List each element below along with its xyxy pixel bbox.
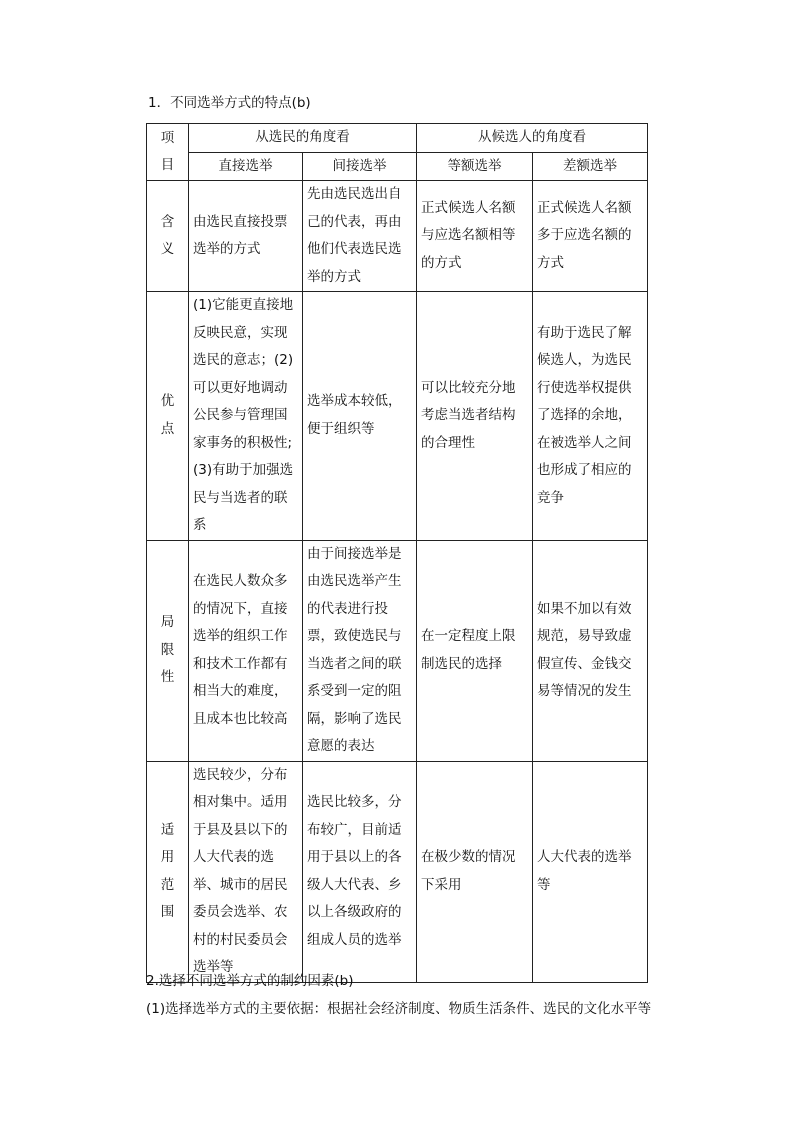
column-header-indirect: 间接选举 [303,152,417,181]
cell-text: 选举成本较低，便于组织等 [307,393,402,437]
candidate-perspective-header: 从候选人的角度看 [417,124,648,153]
cell-text: (1)它能更直接地反映民意，实现选民的意志；(2)可以更好地调动公民参与管理国家事务的积极性;(3)有助于加强选民与当选者的联系 [193,297,294,533]
cell-text: 选民比较多，分布较广，目前适用于县以上的各级人大代表、乡以上各级政府的组成人员的选举 [307,794,402,948]
table-cell [303,540,417,761]
row-label-cell [147,181,189,292]
table-cell [533,761,648,982]
column-header-differential: 差额选举 [533,152,648,181]
row-label: 局限性 [160,614,175,686]
table-row [147,292,648,541]
cell-text: 选民较少，分布相对集中。适用于县及县以下的人大代表的选举、城市的居民委员会选举、农村的村民委员会选举等 [193,766,288,975]
table-row [147,181,648,292]
table-cell [189,292,303,541]
table-row [147,761,648,982]
cell-text: 先由选民选出自己的代表，再由他们代表选民选举的方式 [307,186,402,285]
table-row [147,540,648,761]
table-cell [303,761,417,982]
row-label: 优点 [160,393,175,437]
table-cell [303,181,417,292]
table-cell [533,292,648,541]
cell-text: 由于间接选举是由选民选举产生的代表进行投票，致使选民与当选者之间的联系受到一定的阻隔，影响了选民意愿的表达 [307,545,402,754]
row-label-cell [147,540,189,761]
cell-text: 在极少数的情况下采用 [421,849,516,893]
cell-text: 在一定程度上限制选民的选择 [421,628,516,672]
row-label-cell [147,761,189,982]
table-header-row-2 [147,152,648,181]
cell-text: 由选民直接投票选举的方式 [193,213,288,257]
table-cell [417,761,533,982]
table-cell [417,292,533,541]
cell-text: 正式候选人名额与应选名额相等的方式 [421,199,516,271]
cell-text: 在选民人数众多的情况下，直接选举的组织工作和技术工作都有相当大的难度，且成本也比较高 [193,573,288,727]
voter-perspective-header: 从选民的角度看 [189,124,417,153]
table-cell [533,540,648,761]
table-cell [189,181,303,292]
table-cell [417,181,533,292]
cell-text: 有助于选民了解候选人，为选民行使选举权提供了选择的余地，在被选举人之间也形成了相应的竞争 [537,324,632,506]
table-cell [417,540,533,761]
cell-text: 正式候选人名额多于应选名额的方式 [537,199,632,271]
row-label: 含义 [160,213,175,257]
table-cell [533,181,648,292]
corner-label: 项目 [160,129,175,173]
cell-text: 如果不加以有效规范，易导致虚假宣传、金钱交易等情况的发生 [537,600,632,699]
row-label-cell [147,292,189,541]
table-header-row-1 [147,124,648,153]
section-heading-2: 2.选择不同选举方式的制约因素(b) [146,973,354,989]
column-header-direct: 直接选举 [189,152,303,181]
cell-text: 人大代表的选举等 [537,849,632,893]
corner-header-cell [147,124,189,181]
row-label: 适用范围 [160,821,175,920]
cell-text: 可以比较充分地考虑当选者结构的合理性 [421,379,516,451]
table-cell [303,292,417,541]
table-cell [189,540,303,761]
column-header-equal: 等额选举 [417,152,533,181]
election-methods-table [146,123,648,983]
section-heading-1: 1．不同选举方式的特点(b) [148,95,311,111]
paragraph-basis: (1)选择选举方式的主要依据：根据社会经济制度、物质生活条件、选民的文化水平等 [146,1001,652,1017]
table-cell [189,761,303,982]
